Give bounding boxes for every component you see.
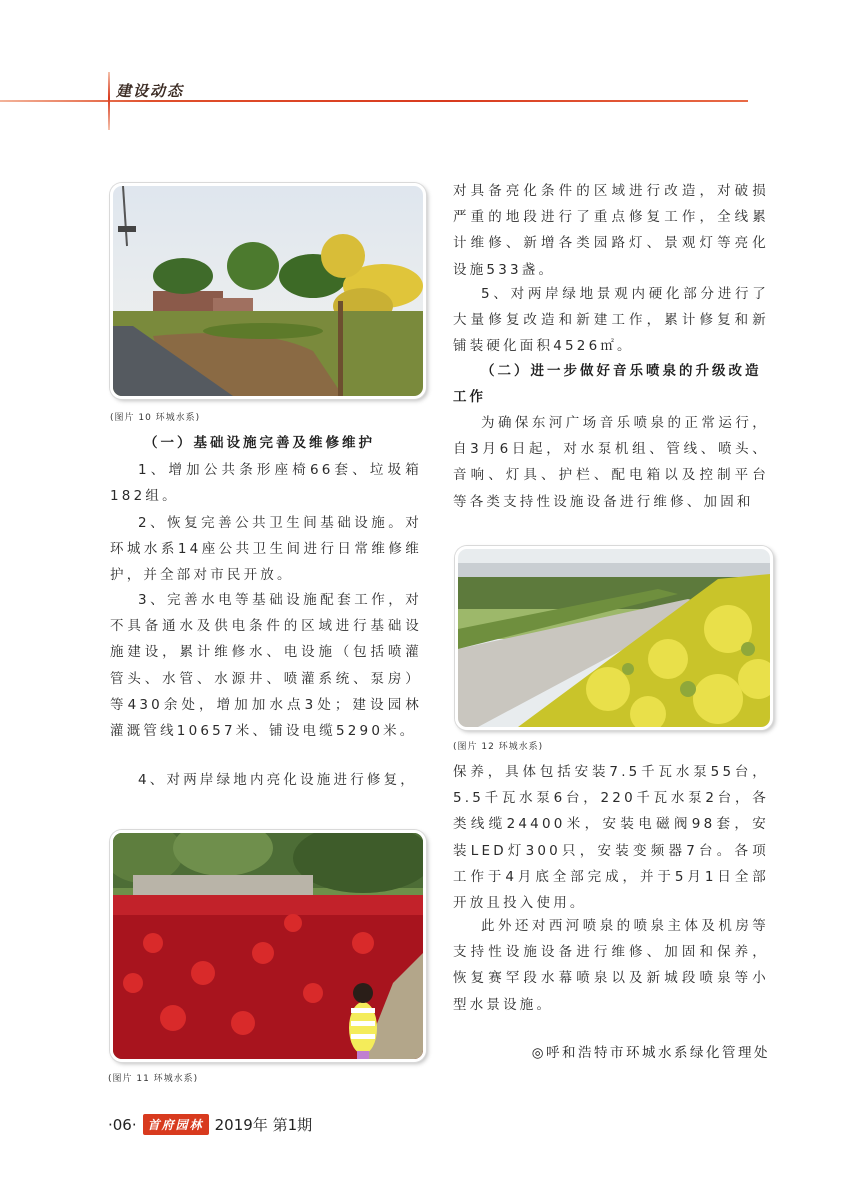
header-rule [0,100,748,102]
paragraph-utilities: 3、完善水电等基础设施配套工作，对不具备通水及供电条件的区域进行基础设施建设，累计维修水、电设施（包括喷灌管头、水管、水源井、喷灌系统、泵房）等430余处，增加加水点3处；建设园林灌溉管线10657米、铺设电缆5290米。 [110,592,422,740]
paragraph-lighting-cont: 对具备亮化条件的区域进行改造，对破损严重的地段进行了重点修复工作，全线累计维修、新增各类园路灯、景观灯等亮化设施533盏。 [453,183,769,278]
paragraph-lighting-start: 4、对两岸绿地内亮化设施进行修复， [138,772,417,788]
paragraph-fountain-details: 保养，具体包括安装7.5千瓦水泵55台，5.5千瓦水泵6台，220千瓦水泵2台，各类线缆24400米，安装电磁阀98套，安装LED灯300只，安装变频器7台。各项工作于4月底全部完成，并于5月1日全部开放且投入使用。 [453,764,769,912]
paragraph-paving: 5、对两岸绿地景观内硬化部分进行了大量修复改造和新建工作，累计修复和新铺装硬化面积4526㎡。 [453,286,769,355]
issue-label: 2019年 第1期 [214,1116,313,1134]
paragraph-toilets: 2、恢复完善公共卫生间基础设施。对环城水系14座公共卫生间进行日常维修维护，并全部对市民开放。 [110,515,422,584]
source-credit: ◎呼和浩特市环城水系绿化管理处 [531,1045,770,1061]
page-number: ·06· [108,1115,137,1134]
caption-fig10: (图片 10 环城水系) [110,413,201,423]
paragraph-west-fountain: 此外还对西河喷泉的喷泉主体及机房等支持性设施设备进行维修、加固和保养，恢复赛罕段水幕喷泉以及新城段喷泉等小型水景设施。 [453,918,769,1013]
photo-fig10 [110,183,426,399]
heading-infrastructure: （一）基础设施完善及维修维护 [144,435,375,451]
paragraph-benches: 1、增加公共条形座椅66套、垃圾箱182组。 [110,462,422,505]
photo-fig12 [455,546,773,730]
header-vertical-rule [108,72,110,130]
caption-fig11: (图片 11 环城水系) [108,1074,199,1084]
caption-fig12: (图片 12 环城水系) [453,742,544,752]
section-title: 建设动态 [116,82,185,100]
magazine-badge: 首府园林 [143,1114,209,1135]
paragraph-fountain: 为确保东河广场音乐喷泉的正常运行，自3月6日起，对水泵机组、管线、喷头、音响、灯具、护栏、配电箱以及控制平台等各类支持性设施设备进行维修、加固和 [453,415,769,510]
photo-fig11 [110,830,426,1062]
heading-fountain: （二）进一步做好音乐喷泉的升级改造工作 [453,363,762,405]
page-footer [108,1114,312,1135]
